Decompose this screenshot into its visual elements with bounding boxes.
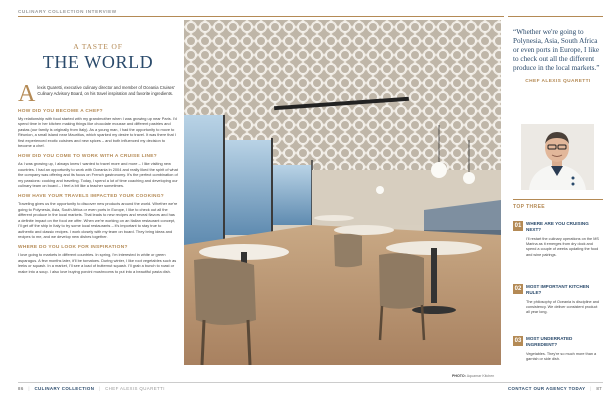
item-body: I'll restart the culinary operations on the MS Marina as it emerges from dry dock and spend a couple of weeks updating the food and wine pairings. (526, 237, 599, 257)
question-1: HOW DID YOU BECOME A CHEF? (18, 109, 103, 114)
photo-credit-label: PHOTO: (452, 374, 466, 378)
answer-4: I love going to markets in different countries. In spring, I'm interested in white or green asparagus. A few months later, it'll be tomatoes. During winter, I like root vegetables such as leeks or squash. In a market, I'll see a load of butternut squash. I'll grab a bunch to roast or make into a soup. I also love buying porcini mushrooms to put into a beautiful pasta dish. (18, 252, 177, 274)
dropcap: A (18, 81, 36, 107)
item-number: 01 (514, 223, 522, 229)
footer-rule (18, 382, 603, 383)
running-header: CULINARY COLLECTION INTERVIEW (18, 9, 117, 14)
pull-quote: “Whether we're going to Polynesia, Asia, South Africa or even ports in Europe, I like to check out all the different produce in the local markets.” (513, 28, 600, 72)
restaurant-photo (184, 20, 501, 365)
item-title: MOST UNDERRATED INGREDIENT? (526, 336, 573, 347)
footer-left (18, 386, 165, 391)
sidebar-rule (513, 199, 603, 200)
intro-text: lexis Quaretti, executive culinary director and member of Oceania Cruises' Culinary Advisory Board, on his travel inspiration and favorite ingredients. (37, 85, 175, 96)
item-number: 03 (514, 338, 522, 344)
footer-section: CULINARY COLLECTION (34, 386, 95, 391)
article-kicker: A TASTE OF (73, 42, 123, 51)
footer-subtitle: CHEF ALEXIS QUARETTI (105, 386, 165, 391)
answer-1: My relationship with food started with my grandmother when I was growing up near Paris. I'd spend time in her kitchen making things like chocolate mousse and different pastries and pastas (our family is originally from Italy). As a young man, I had the opportunity to move to Réunion, a small island near Mauritius, which sparked my desire to travel. It was there that I first experienced exotic cuisines and new spices – and both influenced my decision to become a chef. (18, 116, 177, 149)
answer-2: As I was growing up, I always knew I wanted to travel more and more – I like visiting new countries. I had an opportunity to work with Oceania in 2004 and really liked the spirit of what the company was offering and its focus on French gastronomy. It's the perfect combination of my passions: cooking and traveling. Today, I spend a lot of time coaching and developing our culinary team on board – I feel a bit like a teacher sometimes. (18, 161, 178, 189)
footer-separator: | (28, 386, 30, 391)
question-3: HOW HAVE YOUR TRAVELS IMPACTED YOUR COOKING? (18, 194, 165, 200)
photo-credit (452, 374, 494, 378)
item-body: Vegetables. They're so much more than a garnish or side dish. (526, 352, 597, 362)
article-intro (18, 81, 178, 107)
footer-right (508, 386, 602, 391)
photo-credit-text: Aquamar Kitchen (466, 374, 495, 378)
footer-separator: | (98, 386, 101, 391)
chef-name-label: CHEF ALEXIS QUARETTI (525, 79, 591, 84)
question-4: WHERE DO YOU LOOK FOR INSPIRATION? (18, 245, 128, 251)
item-title: MOST IMPORTANT KITCHEN RULE? (526, 284, 590, 295)
item-number: 02 (514, 286, 522, 292)
top-rule (18, 16, 504, 17)
article-headline: THE WORLD (42, 52, 154, 72)
question-2: HOW DID YOU COME TO WORK WITH A CRUISE LINE? (18, 154, 157, 160)
article-column (18, 42, 178, 274)
item-title: WHERE ARE YOU CRUISING NEXT? (526, 221, 589, 232)
footer-cta: CONTACT OUR AGENCY TODAY (507, 386, 586, 391)
footer-separator: | (590, 386, 592, 391)
top-rule-right (508, 16, 603, 17)
item-body: The philosophy of Oceania is discipline and consistency. We deliver consistent product all year long. (526, 300, 600, 315)
right-page-number: 87 (596, 386, 602, 391)
answer-3: Traveling gives us the opportunity to discover new products around the world. Whether we're going to Polynesia, Asia, South Africa or even ports in Europe, I like to check out all the different produce in the local markets. That leads to new recipes and reveal flavors and has a definite impact on the food we offer. When we're working on an Italian restaurant concept, I'll get off the ship in Italy to try some local restaurants – it's important to stay true to authentic and classic recipes. I work closely with my team on board. They bring ideas and recipes to me, and we develop new dishes together. (18, 201, 178, 239)
chef-portrait-illustration (521, 124, 594, 190)
sidebar (513, 28, 603, 84)
top-three-label: TOP THREE (513, 204, 546, 210)
chef-portrait (521, 124, 594, 190)
left-page-number: 86 (18, 386, 24, 391)
restaurant-illustration (184, 20, 501, 365)
